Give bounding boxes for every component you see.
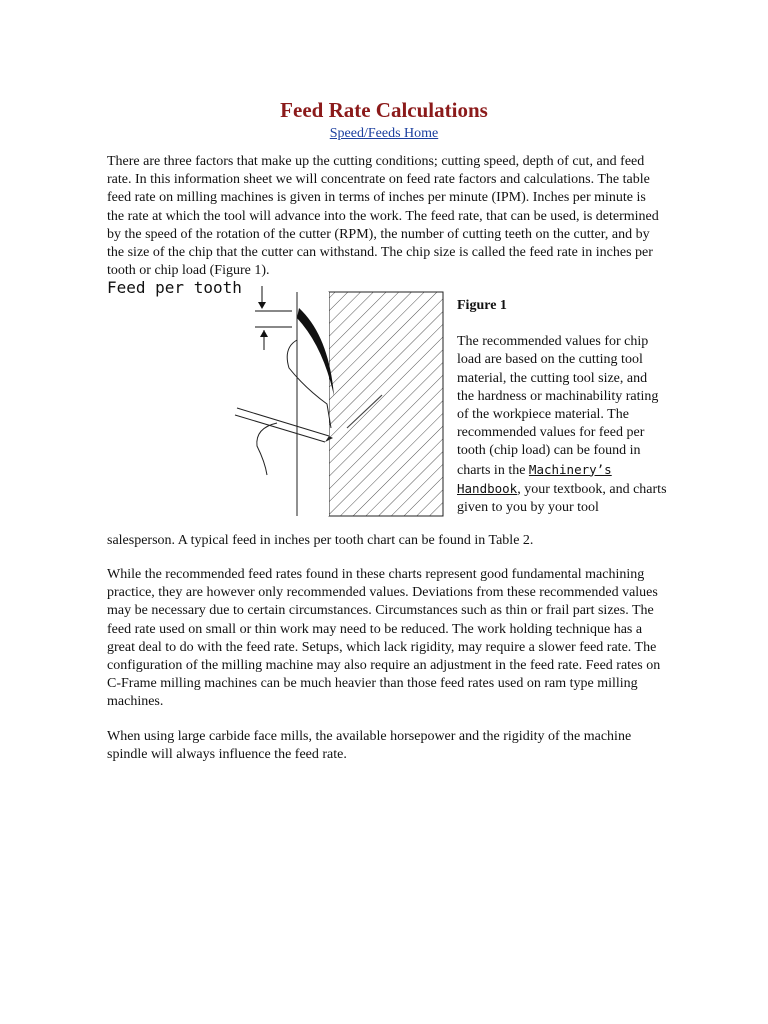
intro-paragraph-continued: salesperson. A typical feed in inches per tooth chart can be found in Table 2. [107,533,534,548]
figure-description [457,333,667,517]
page-title: Feed Rate Calculations [280,98,488,122]
feed-per-tooth-label: Feed per tooth [107,278,242,297]
figure-caption: Figure 1 [457,298,507,313]
figure-text-b: , your textbook, and charts given to you by your tool [457,481,667,516]
carbide-paragraph: When using large carbide face mills, the available horsepower and the rigidity of the machine spindle will always influence the feed rate. [107,729,632,763]
handbook-link[interactable]: Handbook [457,480,518,496]
figure-text-a: The recommended values for chip load are based on the cutting tool material, the cutting tool size, and the hardness or machinability rating of the workpiece material. The recommended values for feed per tooth (chip load) can be found in charts in the [457,334,659,478]
home-link-container [0,126,768,142]
feed-per-tooth-diagram [107,278,447,520]
feed-per-tooth-figure [107,278,447,520]
recommendations-paragraph: While the recommended feed rates found in these charts represent good fundamental machining practice, they are however only recommended values. Deviations from these recommended values may be necessary due to certain circumstances. Circumstances such as thin or frail part sizes. The feed rate used on small or thin work may need to be reduced. The work holding technique has a great deal to do with the feed rate. Setups, which lack rigidity, may require a slower feed rate. The configuration of the milling machine may also require an adjustment in the feed rate. Feed rates on C-Frame milling machines can be much heavier than those feed rates used on ram type milling machines. [107,567,661,710]
speed-feeds-home-link[interactable]: Speed/Feeds Home [329,126,439,141]
intro-paragraph: There are three factors that make up the cutting conditions; cutting speed, depth of cut, and feed rate. In this information sheet we will concentrate on feed rate factors and calculations. The table feed rate on milling machines is given in terms of inches per minute (IPM). Inches per minute is the rate at which the tool will advance into the work. The feed rate, that can be used, is determined by the speed of the rotation of the cutter (RPM), the number of cutting teeth on the cutter, and by the size of the chip that the cutter can withstand. The chip size is called the feed rate in inches per tooth or chip load (Figure 1). [107,154,659,279]
machinerys-link[interactable]: Machinery’s [528,461,612,477]
figure-sidebar [457,297,667,517]
